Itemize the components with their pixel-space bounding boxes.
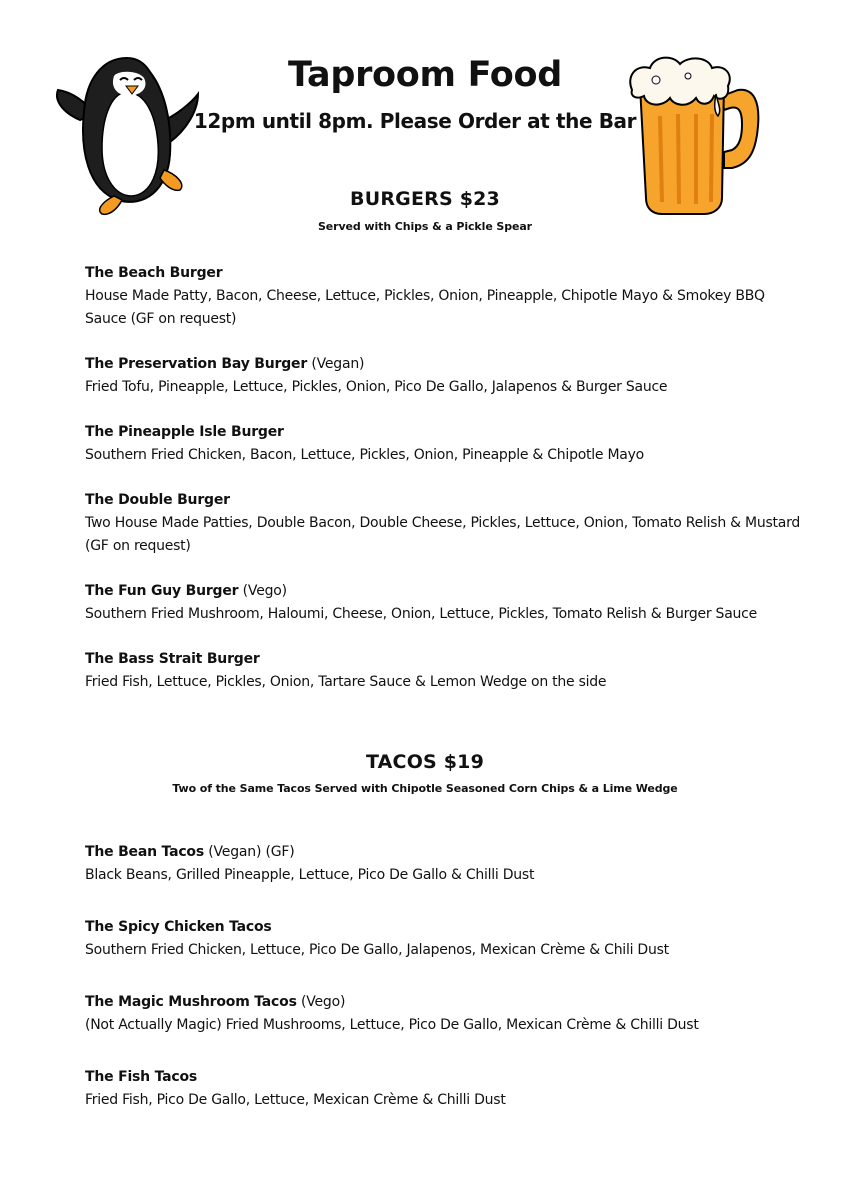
item-description: (Not Actually Magic) Fried Mushrooms, Lettuce, Pico De Gallo, Mexican Crème & Chilli Dust (85, 1017, 699, 1033)
menu-item (85, 580, 805, 626)
menu-item (85, 648, 805, 694)
menu-item (85, 916, 805, 962)
item-name: The Double Burger (85, 492, 230, 508)
item-description: Fried Tofu, Pineapple, Lettuce, Pickles, Onion, Pico De Gallo, Jalapenos & Burger Sauce (85, 379, 668, 395)
item-name: The Spicy Chicken Tacos (85, 919, 272, 935)
burgers-note: Served with Chips & a Pickle Spear (317, 220, 533, 233)
menu-item (85, 1066, 805, 1112)
item-description: House Made Patty, Bacon, Cheese, Lettuce, Pickles, Onion, Pineapple, Chipotle Mayo & Smokey BBQ Sauce (GF on request) (85, 288, 765, 327)
item-tag: (Vegan) (307, 356, 365, 372)
item-name: The Bean Tacos (85, 844, 204, 860)
item-description: Two House Made Patties, Double Bacon, Double Cheese, Pickles, Lettuce, Onion, Tomato Relish & Mustard (GF on request) (85, 515, 800, 554)
item-description: Fried Fish, Lettuce, Pickles, Onion, Tartare Sauce & Lemon Wedge on the side (85, 674, 607, 690)
item-name: The Preservation Bay Burger (85, 356, 308, 372)
item-name: The Magic Mushroom Tacos (85, 994, 297, 1010)
page-title: Taproom Food (287, 55, 563, 95)
item-name: The Beach Burger (85, 265, 223, 281)
menu-item (85, 421, 805, 467)
item-name: The Fish Tacos (85, 1069, 198, 1085)
tacos-list (85, 841, 805, 1134)
page-subtitle: 12pm until 8pm. Please Order at the Bar (193, 109, 637, 133)
item-description: Southern Fried Chicken, Bacon, Lettuce, Pickles, Onion, Pineapple & Chipotle Mayo (85, 447, 644, 463)
item-name: The Pineapple Isle Burger (85, 424, 284, 440)
item-tag: (Vego) (296, 994, 346, 1010)
item-description: Southern Fried Mushroom, Haloumi, Cheese, Onion, Lettuce, Pickles, Tomato Relish & Burger Sauce (85, 606, 757, 622)
item-name: The Fun Guy Burger (85, 583, 239, 599)
menu-item (85, 262, 805, 331)
item-name: The Bass Strait Burger (85, 651, 260, 667)
menu-item (85, 353, 805, 399)
burgers-heading: BURGERS $23 (350, 188, 500, 210)
item-tag: (Vego) (238, 583, 287, 599)
item-description: Fried Fish, Pico De Gallo, Lettuce, Mexican Crème & Chilli Dust (85, 1092, 506, 1108)
item-description: Black Beans, Grilled Pineapple, Lettuce, Pico De Gallo & Chilli Dust (85, 867, 535, 883)
item-tag: (Vegan) (GF) (203, 844, 295, 860)
item-description: Southern Fried Chicken, Lettuce, Pico De Gallo, Jalapenos, Mexican Crème & Chili Dust (85, 942, 669, 958)
menu-item (85, 841, 805, 887)
tacos-note: Two of the Same Tacos Served with Chipotle Seasoned Corn Chips & a Lime Wedge (172, 782, 678, 795)
burgers-list (85, 262, 805, 716)
tacos-heading: TACOS $19 (365, 751, 485, 773)
menu-item (85, 991, 805, 1037)
menu-item (85, 489, 805, 558)
